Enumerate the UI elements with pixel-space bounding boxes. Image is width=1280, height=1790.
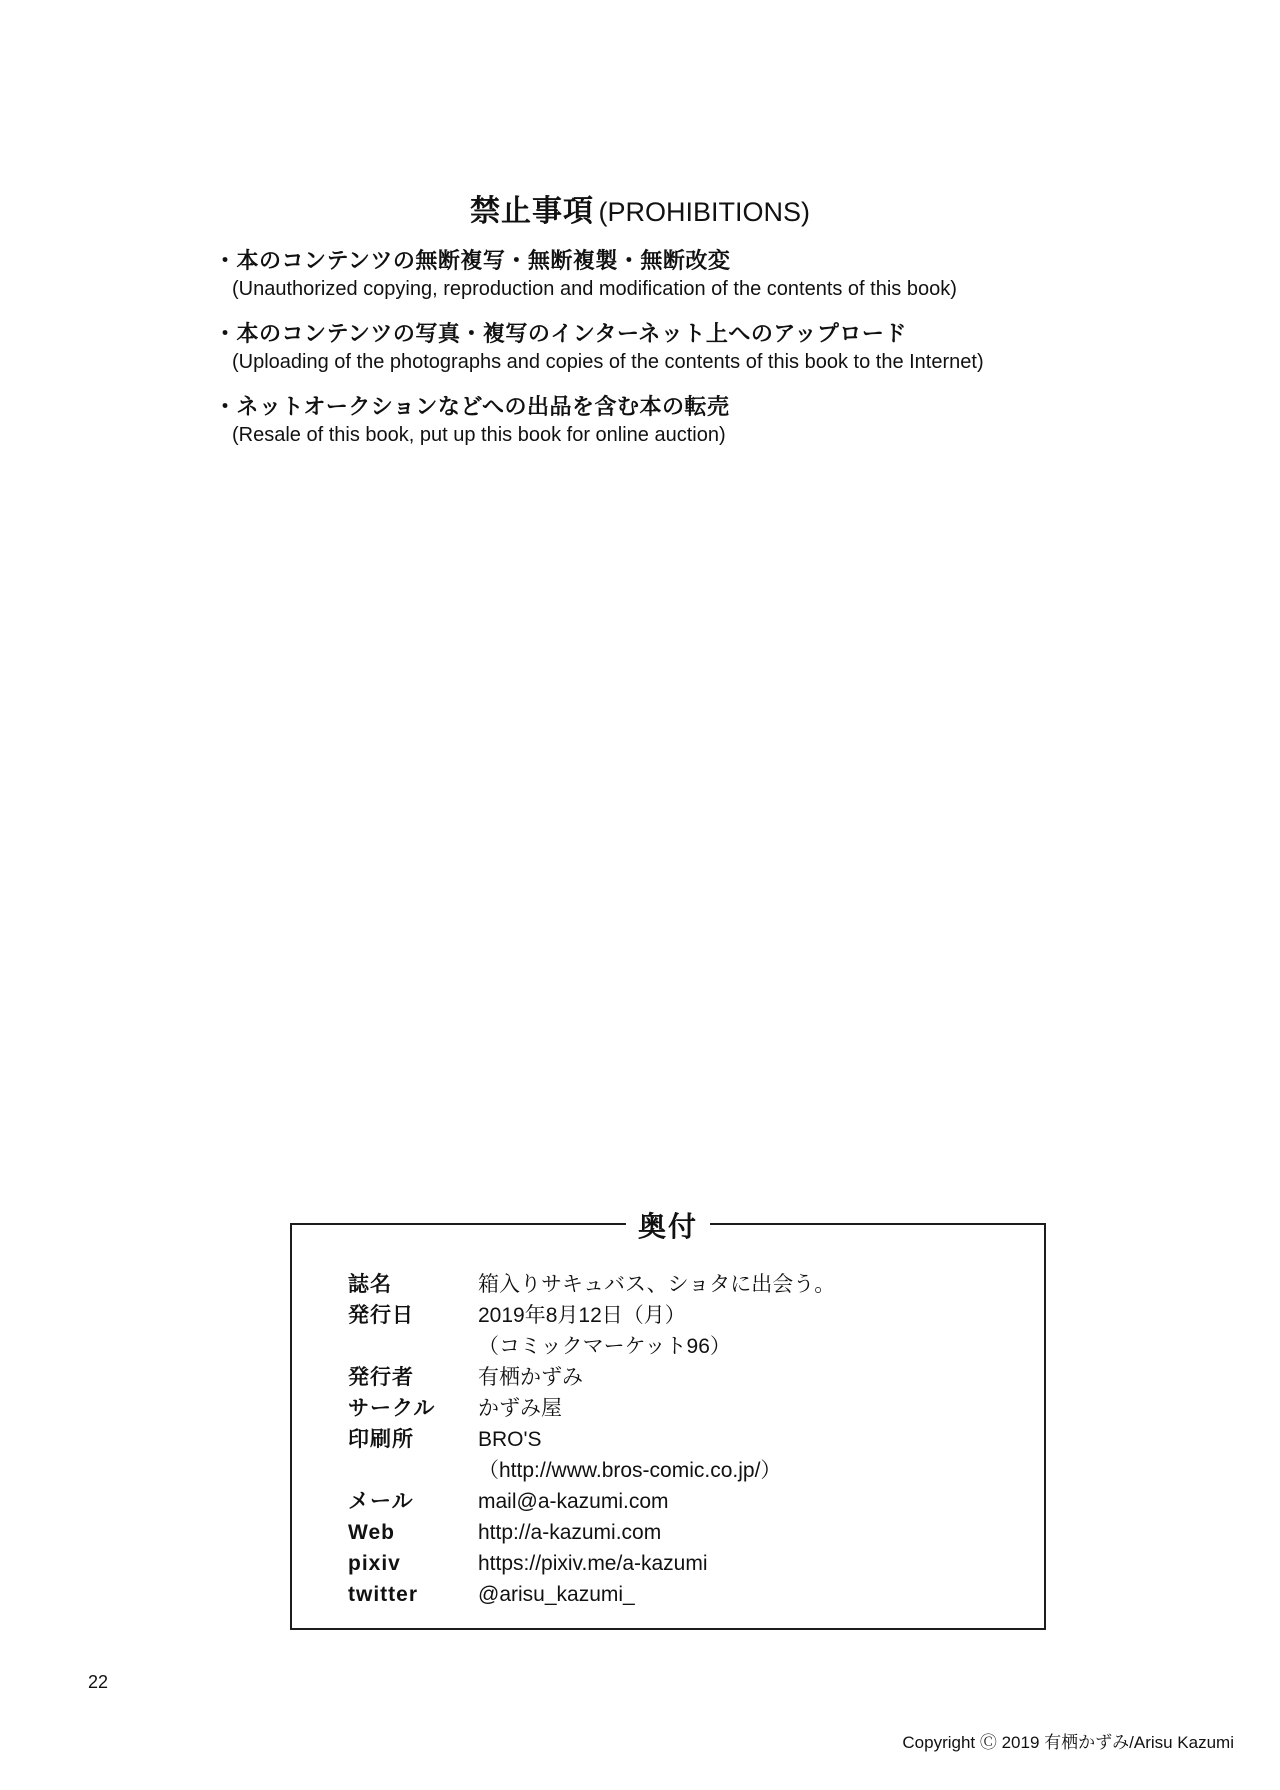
colophon-row-label: 印刷所 xyxy=(348,1428,414,1451)
colophon-row-twitter xyxy=(348,1579,1034,1610)
colophon-row-label: 発行日 xyxy=(348,1304,414,1327)
colophon-row-label xyxy=(348,1455,478,1486)
colophon-row-value: 有栖かずみ xyxy=(478,1366,583,1389)
prohibition-item xyxy=(214,319,1074,376)
prohibition-item-jp: ・本のコンテンツの無断複写・無断複製・無断改変 xyxy=(214,248,731,273)
colophon-row-publisher xyxy=(348,1362,1034,1393)
colophon-row-value: 箱入りサキュバス、ショタに出会う。 xyxy=(478,1273,836,1296)
prohibition-item xyxy=(214,392,1074,449)
prohibitions-title xyxy=(0,186,1280,230)
colophon-row-circle xyxy=(348,1393,1034,1424)
colophon-row-label: サークル xyxy=(348,1397,436,1420)
colophon-row-event xyxy=(348,1331,1034,1362)
copyright-notice: Copyright Ⓒ 2019 有栖かずみ/Arisu Kazumi xyxy=(902,1733,1234,1752)
prohibition-item-en: (Resale of this book, put up this book for online auction) xyxy=(232,424,726,446)
colophon-row-mail xyxy=(348,1486,1034,1517)
colophon-row-title xyxy=(348,1269,1034,1300)
prohibitions-list xyxy=(214,246,1074,465)
colophon-row-label xyxy=(348,1331,478,1362)
colophon-row-label: 誌名 xyxy=(348,1273,392,1296)
colophon-row-printer xyxy=(348,1424,1034,1455)
colophon-row-label: メール xyxy=(348,1490,414,1513)
colophon-row-label: twitter xyxy=(348,1583,418,1606)
colophon-rows xyxy=(348,1269,1034,1610)
colophon-row-value: 2019年8月12日（月） xyxy=(478,1304,686,1327)
page-number: 22 xyxy=(88,1672,109,1692)
colophon-row-pixiv xyxy=(348,1548,1034,1579)
colophon-row-value: https://pixiv.me/a-kazumi xyxy=(478,1552,708,1575)
colophon-row-value: BRO'S xyxy=(478,1428,542,1451)
prohibitions-title-jp: 禁止事項 xyxy=(470,195,595,228)
colophon-row-value: かずみ屋 xyxy=(478,1397,562,1420)
colophon-row-web xyxy=(348,1517,1034,1548)
prohibition-item-en: (Unauthorized copying, reproduction and modification of the contents of this book) xyxy=(232,278,957,300)
prohibition-item-en: (Uploading of the photographs and copies of the contents of this book to the Internet) xyxy=(232,351,984,373)
colophon-box xyxy=(290,1211,1046,1630)
colophon-row-value: http://a-kazumi.com xyxy=(478,1521,662,1544)
colophon-row-label: Web xyxy=(348,1521,395,1544)
prohibition-item-jp: ・本のコンテンツの写真・複写のインターネット上へのアップロード xyxy=(214,321,907,346)
colophon-row-label: 発行者 xyxy=(348,1366,414,1389)
colophon-row-label: pixiv xyxy=(348,1552,401,1575)
colophon-row-printer-url xyxy=(348,1455,1034,1486)
colophon-row-value: （コミックマーケット96） xyxy=(478,1335,731,1358)
colophon-row-value: @arisu_kazumi_ xyxy=(478,1583,635,1606)
colophon-box-title: 奥付 xyxy=(626,1205,710,1245)
prohibition-item-jp: ・ネットオークションなどへの出品を含む本の転売 xyxy=(214,394,730,419)
prohibition-item xyxy=(214,246,1074,303)
colophon-row-value: （http://www.bros-comic.co.jp/） xyxy=(478,1459,782,1482)
prohibitions-title-en: (PROHIBITIONS) xyxy=(598,197,810,227)
colophon-row-publish-date xyxy=(348,1300,1034,1331)
colophon-row-value: mail@a-kazumi.com xyxy=(478,1490,669,1513)
